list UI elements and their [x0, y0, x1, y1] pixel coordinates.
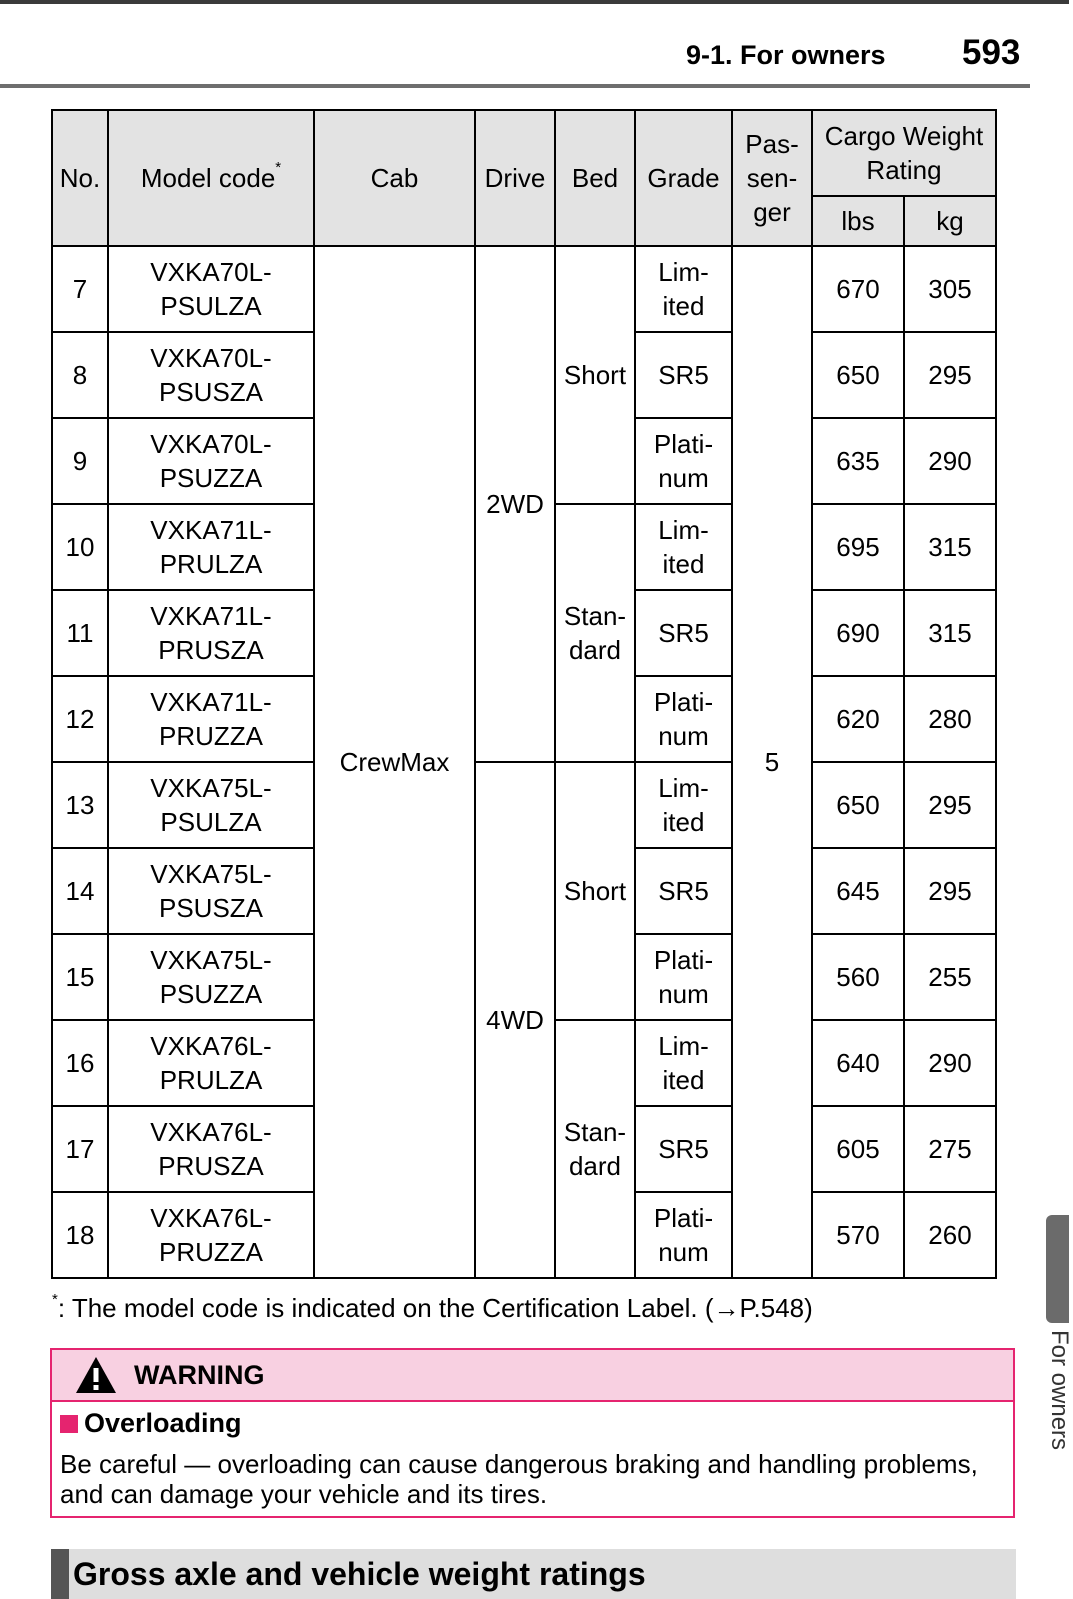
grade-cell: Lim- ited: [635, 246, 732, 332]
model-code: VXKA76L- PRULZA: [108, 1020, 314, 1106]
drive-cell: 4WD: [475, 762, 555, 1278]
model-code: VXKA70L- PSUSZA: [108, 332, 314, 418]
table-row: [52, 246, 996, 332]
cab-cell: CrewMax: [314, 246, 475, 1278]
grade-cell: Lim- ited: [635, 504, 732, 590]
table-row: [52, 762, 996, 848]
grade-cell: SR5: [635, 848, 732, 934]
grade-cell: Lim- ited: [635, 762, 732, 848]
grade-cell: Lim- ited: [635, 1020, 732, 1106]
cargo-kg: 280: [904, 676, 996, 762]
square-bullet-icon: [60, 1415, 78, 1433]
footnote-asterisk: *: [52, 1291, 58, 1308]
section-heading: Gross axle and vehicle weight ratings: [51, 1549, 1016, 1599]
page-number: 593: [962, 33, 1021, 72]
cargo-kg: 290: [904, 418, 996, 504]
header-rule: [0, 84, 1030, 88]
model-code: VXKA75L- PSUZZA: [108, 934, 314, 1020]
model-code: VXKA70L- PSULZA: [108, 246, 314, 332]
cargo-lbs: 620: [812, 676, 904, 762]
bed-cell: Short: [555, 762, 635, 1020]
cargo-weight-table: [51, 109, 997, 1279]
row-number: 16: [52, 1020, 108, 1106]
grade-cell: Plati- num: [635, 418, 732, 504]
row-number: 14: [52, 848, 108, 934]
header-bed: Bed: [555, 110, 635, 246]
row-number: 11: [52, 590, 108, 676]
bed-cell: Stan- dard: [555, 504, 635, 762]
grade-cell: SR5: [635, 332, 732, 418]
warning-header: [52, 1350, 1013, 1402]
row-number: 15: [52, 934, 108, 1020]
header-passenger: Pas- sen- ger: [732, 110, 812, 246]
model-code: VXKA76L- PRUSZA: [108, 1106, 314, 1192]
cargo-lbs: 650: [812, 332, 904, 418]
row-number: 7: [52, 246, 108, 332]
chapter-tab[interactable]: [1046, 1215, 1069, 1323]
cargo-lbs: 695: [812, 504, 904, 590]
footnote: [52, 1293, 813, 1324]
row-number: 18: [52, 1192, 108, 1278]
header-cargo-weight-rating: Cargo Weight Rating: [812, 110, 996, 196]
header-grade: Grade: [635, 110, 732, 246]
cargo-lbs: 650: [812, 762, 904, 848]
cargo-lbs: 635: [812, 418, 904, 504]
cargo-kg: 295: [904, 762, 996, 848]
footnote-mark: *: [275, 159, 282, 176]
cargo-kg: 305: [904, 246, 996, 332]
cargo-lbs: 640: [812, 1020, 904, 1106]
row-number: 17: [52, 1106, 108, 1192]
cargo-kg: 260: [904, 1192, 996, 1278]
grade-cell: Plati- num: [635, 1192, 732, 1278]
cargo-lbs: 645: [812, 848, 904, 934]
warning-triangle-icon: [74, 1355, 118, 1395]
footnote-text: : The model code is indicated on the Certification Label. (→P.548): [57, 1293, 813, 1323]
cargo-lbs: 560: [812, 934, 904, 1020]
warning-body: Be careful — overloading can cause dangerous braking and handling problems, and can damage your vehicle and its tires.: [60, 1449, 978, 1509]
cargo-lbs: 605: [812, 1106, 904, 1192]
model-code: VXKA71L- PRUZZA: [108, 676, 314, 762]
header-model-code-label: Model code: [140, 163, 276, 193]
grade-cell: SR5: [635, 590, 732, 676]
grade-cell: SR5: [635, 1106, 732, 1192]
warning-box: [50, 1348, 1015, 1518]
row-number: 10: [52, 504, 108, 590]
cargo-kg: 255: [904, 934, 996, 1020]
header-model-code: [108, 110, 314, 246]
cargo-kg: 295: [904, 848, 996, 934]
header-drive: Drive: [475, 110, 555, 246]
model-code: VXKA75L- PSUSZA: [108, 848, 314, 934]
model-code: VXKA71L- PRULZA: [108, 504, 314, 590]
header-cab: Cab: [314, 110, 475, 246]
cargo-kg: 295: [904, 332, 996, 418]
bed-cell: Short: [555, 246, 635, 504]
header-kg: kg: [904, 196, 996, 246]
header-lbs: lbs: [812, 196, 904, 246]
drive-cell: 2WD: [475, 246, 555, 762]
top-rule: [0, 0, 1069, 4]
model-code: VXKA75L- PSULZA: [108, 762, 314, 848]
model-code: VXKA71L- PRUSZA: [108, 590, 314, 676]
row-number: 13: [52, 762, 108, 848]
passenger-cell: 5: [732, 246, 812, 1278]
grade-cell: Plati- num: [635, 934, 732, 1020]
cargo-kg: 315: [904, 590, 996, 676]
warning-subheading: [60, 1408, 1013, 1439]
row-number: 9: [52, 418, 108, 504]
cargo-lbs: 690: [812, 590, 904, 676]
bed-cell: Stan- dard: [555, 1020, 635, 1278]
warning-subheading-text: Overloading: [84, 1408, 242, 1438]
cargo-lbs: 570: [812, 1192, 904, 1278]
cargo-lbs: 670: [812, 246, 904, 332]
cargo-kg: 290: [904, 1020, 996, 1106]
model-code: VXKA70L- PSUZZA: [108, 418, 314, 504]
row-number: 8: [52, 332, 108, 418]
grade-cell: Plati- num: [635, 676, 732, 762]
header-no: No.: [52, 110, 108, 246]
cargo-kg: 315: [904, 504, 996, 590]
section-title: 9-1. For owners: [686, 40, 886, 70]
cargo-kg: 275: [904, 1106, 996, 1192]
model-code: VXKA76L- PRUZZA: [108, 1192, 314, 1278]
row-number: 12: [52, 676, 108, 762]
chapter-tab-label: For owners: [1046, 1330, 1073, 1451]
warning-title: WARNING: [134, 1359, 265, 1390]
